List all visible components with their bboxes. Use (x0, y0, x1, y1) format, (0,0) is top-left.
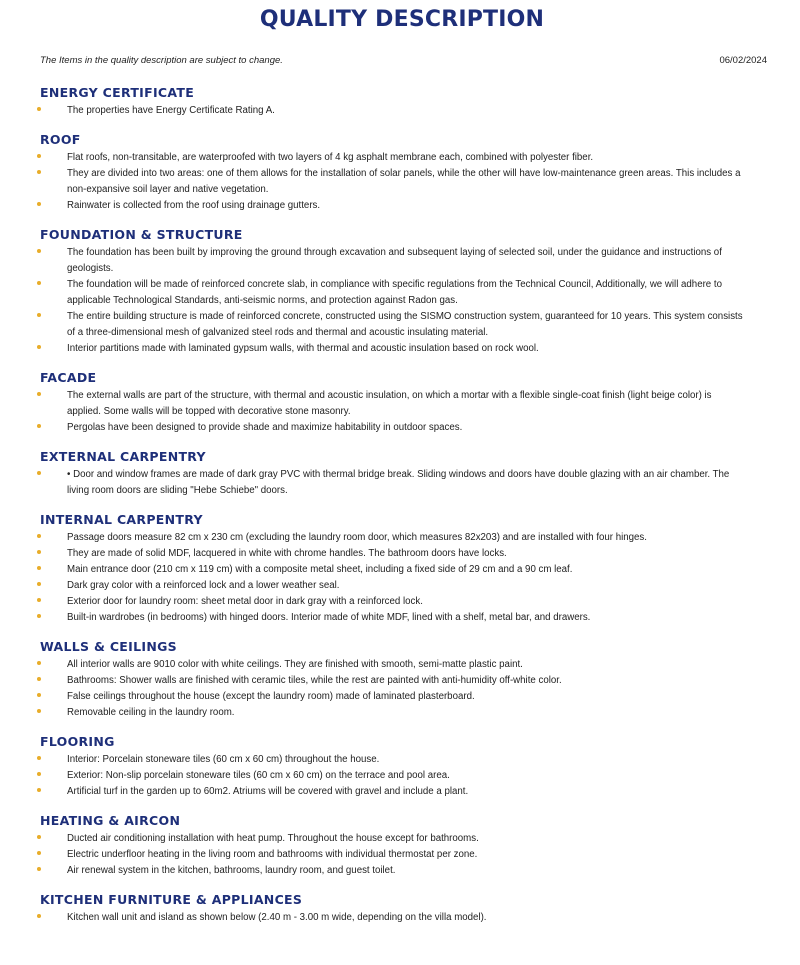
list-item (0, 562, 800, 578)
item-text: Passage doors measure 82 cm x 230 cm (excluding the laundry room door, which measures 82x203) and are installed with four hinges. (67, 532, 647, 543)
item-text: Dark gray color with a reinforced lock and a lower weather seal. (67, 580, 340, 591)
list-item (0, 847, 800, 863)
bullet-icon (37, 614, 41, 618)
bullet-icon (37, 693, 41, 697)
bullet-icon (37, 756, 41, 760)
section (0, 512, 800, 626)
item-text: Rainwater is collected from the roof using drainage gutters. (67, 200, 321, 211)
item-list (0, 530, 800, 626)
item-text: Pergolas have been designed to provide shade and maximize habitability in outdoor spaces. (67, 422, 463, 433)
bullet-icon (37, 677, 41, 681)
item-text: Interior partitions made with laminated gypsum walls, with thermal and acoustic insulation based on rock wool. (67, 343, 539, 354)
section-title: KITCHEN FURNITURE & APPLIANCES (40, 892, 303, 907)
bullet-icon (37, 392, 41, 396)
document-date: 06/02/2024 (719, 55, 767, 66)
quality-sections (0, 85, 800, 939)
list-item (0, 610, 800, 626)
section-title: FLOORING (40, 734, 115, 749)
section-title: WALLS & CEILINGS (40, 639, 177, 654)
list-item (0, 103, 800, 119)
list-item (0, 388, 800, 420)
section-title: EXTERNAL CARPENTRY (40, 449, 206, 464)
section (0, 227, 800, 357)
bullet-icon (37, 772, 41, 776)
item-text: Main entrance door (210 cm x 119 cm) with a composite metal sheet, including a fixed side of 29 cm and a 90 cm leaf. (67, 564, 573, 575)
item-text: The properties have Energy Certificate Rating A. (67, 105, 275, 116)
list-item (0, 594, 800, 610)
item-text: Flat roofs, non-transitable, are waterproofed with two layers of 4 kg asphalt membrane each, combined with polyester fiber. (67, 152, 594, 163)
bullet-icon (37, 550, 41, 554)
bullet-icon (37, 534, 41, 538)
section (0, 132, 800, 214)
section (0, 813, 800, 879)
item-text: Exterior: Non-slip porcelain stoneware tiles (60 cm x 60 cm) on the terrace and pool area. (67, 770, 450, 781)
bullet-icon (37, 313, 41, 317)
section (0, 449, 800, 499)
item-text: Built-in wardrobes (in bedrooms) with hinged doors. Interior made of white MDF, lined with a shelf, metal bar, and drawers. (67, 612, 591, 623)
list-item (0, 198, 800, 214)
list-item (0, 705, 800, 721)
page-title: QUALITY DESCRIPTION (259, 7, 545, 32)
item-text: They are divided into two areas: one of them allows for the installation of solar panels, while the other will have low-maintenance green areas. This includes a non-expansive soil layer and native vegetation. (67, 168, 741, 195)
item-list (0, 910, 800, 926)
item-list (0, 150, 800, 214)
item-list (0, 467, 800, 499)
list-item (0, 863, 800, 879)
bullet-icon (37, 249, 41, 253)
bullet-icon (37, 582, 41, 586)
item-text: Bathrooms: Shower walls are finished with ceramic tiles, while the rest are painted with anti-humidity off-white color. (67, 675, 562, 686)
disclaimer-note: The Items in the quality description are subject to change. (40, 55, 283, 66)
item-text: Exterior door for laundry room: sheet metal door in dark gray with a reinforced lock. (67, 596, 423, 607)
list-item (0, 657, 800, 673)
bullet-icon (37, 788, 41, 792)
list-item (0, 530, 800, 546)
item-text: All interior walls are 9010 color with white ceilings. They are finished with smooth, semi-matte plastic paint. (67, 659, 523, 670)
item-text: Removable ceiling in the laundry room. (67, 707, 235, 718)
list-item (0, 910, 800, 926)
bullet-icon (37, 424, 41, 428)
list-item (0, 578, 800, 594)
list-item (0, 752, 800, 768)
item-text: Interior: Porcelain stoneware tiles (60 cm x 60 cm) throughout the house. (67, 754, 380, 765)
list-item (0, 245, 800, 277)
item-text: Electric underfloor heating in the living room and bathrooms with individual thermostat per zone. (67, 849, 478, 860)
list-item (0, 341, 800, 357)
item-text: Kitchen wall unit and island as shown below (2.40 m - 3.00 m wide, depending on the villa model). (67, 912, 487, 923)
section-title: FOUNDATION & STRUCTURE (40, 227, 243, 242)
section-title: FACADE (40, 370, 97, 385)
section (0, 639, 800, 721)
item-list (0, 831, 800, 879)
list-item (0, 831, 800, 847)
bullet-icon (37, 914, 41, 918)
section-title: INTERNAL CARPENTRY (40, 512, 203, 527)
bullet-icon (37, 709, 41, 713)
list-item (0, 673, 800, 689)
item-text: Ducted air conditioning installation with heat pump. Throughout the house except for bathrooms. (67, 833, 479, 844)
list-item (0, 467, 800, 499)
section (0, 370, 800, 436)
item-text: False ceilings throughout the house (except the laundry room) made of laminated plasterboard. (67, 691, 475, 702)
section (0, 85, 800, 119)
item-list (0, 657, 800, 721)
bullet-icon (37, 345, 41, 349)
item-list (0, 103, 800, 119)
bullet-icon (37, 851, 41, 855)
item-text: The foundation will be made of reinforced concrete slab, in compliance with specific regulations from the Technical Council, Additionally, we will adhere to applicable Technological Standards, anti-seismic norms, and protection against Radon gas. (67, 279, 722, 306)
item-text: Air renewal system in the kitchen, bathrooms, laundry room, and guest toilet. (67, 865, 396, 876)
bullet-icon (37, 867, 41, 871)
item-text: The foundation has been built by improving the ground through excavation and subsequent laying of selected soil, under the guidance and instructions of geologists. (67, 247, 722, 274)
list-item (0, 768, 800, 784)
list-item (0, 150, 800, 166)
section-title: ENERGY CERTIFICATE (40, 85, 195, 100)
bullet-icon (37, 202, 41, 206)
item-list (0, 752, 800, 800)
item-list (0, 245, 800, 357)
item-list (0, 388, 800, 436)
list-item (0, 420, 800, 436)
bullet-icon (37, 154, 41, 158)
section (0, 892, 800, 926)
list-item (0, 546, 800, 562)
list-item (0, 689, 800, 705)
bullet-icon (37, 471, 41, 475)
list-item (0, 277, 800, 309)
section-title: HEATING & AIRCON (40, 813, 181, 828)
item-text: The entire building structure is made of reinforced concrete, constructed using the SISMO construction system, guaranteed for 10 years. This system consists of a three-dimensional mesh of galvanized steel rods and thermal and acoustic insulating material. (67, 311, 743, 338)
list-item (0, 166, 800, 198)
item-text: They are made of solid MDF, lacquered in white with chrome handles. The bathroom doors have locks. (67, 548, 507, 559)
list-item (0, 784, 800, 800)
bullet-icon (37, 170, 41, 174)
bullet-icon (37, 566, 41, 570)
bullet-icon (37, 281, 41, 285)
bullet-icon (37, 107, 41, 111)
list-item (0, 309, 800, 341)
item-text: • Door and window frames are made of dark gray PVC with thermal bridge break. Sliding windows and doors have double glazing with an air chamber. The living room doors are sliding "Hebe Schiebe" doors. (67, 469, 730, 496)
section (0, 734, 800, 800)
item-text: The external walls are part of the structure, with thermal and acoustic insulation, on which a mortar with a flexible single-coat finish (light beige color) is applied. Some walls will be topped with decorative stone masonry. (67, 390, 712, 417)
section-title: ROOF (40, 132, 81, 147)
bullet-icon (37, 598, 41, 602)
item-text: Artificial turf in the garden up to 60m2. Atriums will be covered with gravel and include a plant. (67, 786, 469, 797)
bullet-icon (37, 835, 41, 839)
bullet-icon (37, 661, 41, 665)
